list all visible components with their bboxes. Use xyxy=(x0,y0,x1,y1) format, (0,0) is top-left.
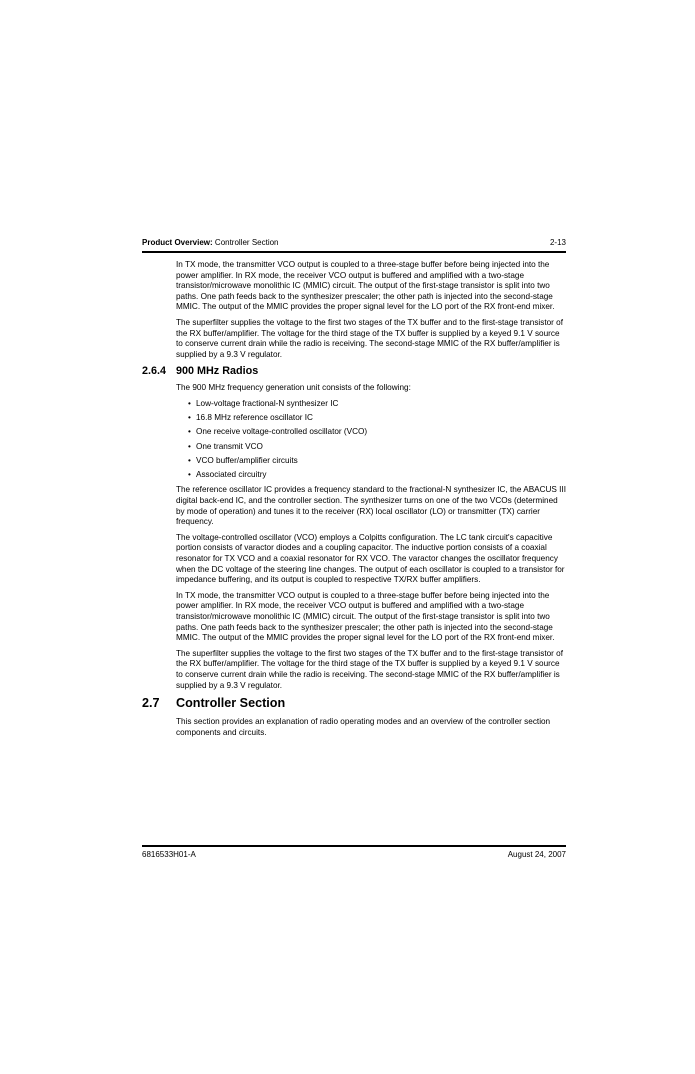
section-title: Controller Section xyxy=(176,696,286,711)
section-title: 900 MHz Radios xyxy=(176,365,259,378)
bullet-list xyxy=(176,399,568,481)
header-section: Controller Section xyxy=(212,238,279,247)
paragraph: This section provides an explanation of radio operating modes and an overview of the controller section components and circuits. xyxy=(176,717,551,737)
bullet-icon: • xyxy=(188,455,191,465)
list-item: • One receive voltage-controlled oscillator (VCO) xyxy=(188,427,368,437)
header-section-title xyxy=(142,238,279,248)
footer-rule xyxy=(142,845,566,847)
page-header xyxy=(142,237,566,251)
page-body xyxy=(142,260,568,743)
header-chapter: Product Overview: xyxy=(142,238,213,247)
paragraph: The voltage-controlled oscillator (VCO) employs a Colpitts configuration. The LC tank circuit's capacitive portion consists of varactor diodes and a coupling capacitor. The inductive portion consists of a coaxial resonator for TX VCO and a coaxial resonator for RX VCO. The varactor changes the oscillator frequency when the DC voltage of the steering line changes. The output of each oscillator is coupled to a transistor for impedance buffering, and its output is coupled to respective TX/RX buffer amplifiers. xyxy=(176,532,565,585)
footer-date: August 24, 2007 xyxy=(507,850,566,859)
list-item: • Low-voltage fractional-N synthesizer IC xyxy=(188,398,339,408)
bullet-icon: • xyxy=(188,469,191,479)
list-item: • Associated circuitry xyxy=(188,469,267,479)
list-item: • One transmit VCO xyxy=(188,441,263,451)
footer-doc-number: 6816533H01-A xyxy=(142,850,196,859)
section-heading-2-6-4 xyxy=(142,365,568,378)
section-number: 2.7 xyxy=(142,696,160,711)
bullet-icon: • xyxy=(188,441,191,451)
header-page-number: 2-13 xyxy=(549,238,566,247)
bullet-icon: • xyxy=(188,413,191,423)
section-heading-2-7 xyxy=(142,696,568,711)
bullet-icon: • xyxy=(188,427,191,437)
paragraph: The superfilter supplies the voltage to the first two stages of the TX buffer and to the first-stage transistor of the RX buffer/amplifier. The voltage for the third stage of the TX buffer is supplied by a keyed 9.1 V source to conserve current drain while the radio is receiving. The second-stage MMIC of the RX buffer/amplifier is supplied by a 9.3 V regulator. xyxy=(176,648,563,690)
bullet-icon: • xyxy=(188,398,191,408)
paragraph: The reference oscillator IC provides a frequency standard to the fractional-N synthesizer IC, the ABACUS III digital back-end IC, and the controller section. The synthesizer turns on one of the two VCOs (determined by mode of operation) and tunes it to the receiver (RX) local oscillator (LO) or transmitter (TX) carrier frequency. xyxy=(176,485,566,527)
paragraph: The superfilter supplies the voltage to the first two stages of the TX buffer and to the first-stage transistor of the RX buffer/amplifier. The voltage for the third stage of the TX buffer is supplied by a keyed 9.1 V source to conserve current drain while the radio is receiving. The second-stage MMIC of the RX buffer/amplifier is supplied by a 9.3 V regulator. xyxy=(176,317,563,359)
page-footer xyxy=(142,850,566,862)
list-item: • 16.8 MHz reference oscillator IC xyxy=(188,413,313,423)
section-number: 2.6.4 xyxy=(142,365,167,378)
paragraph: In TX mode, the transmitter VCO output is coupled to a three-stage buffer before being injected into the power amplifier. In RX mode, the receiver VCO output is buffered and amplified with a two-stage transistor/microwave monolithic IC (MMIC) circuit. The output of the first-stage transistor is split into two paths. One path feeds back to the synthesizer prescaler; the other path is injected into the second-stage MMIC. The output of the MMIC provides the proper signal level for the LO port of the RX front-end mixer. xyxy=(176,590,555,643)
paragraph: The 900 MHz frequency generation unit consists of the following: xyxy=(176,383,411,393)
list-item: • VCO buffer/amplifier circuits xyxy=(188,455,298,465)
header-rule xyxy=(142,251,566,253)
paragraph: In TX mode, the transmitter VCO output is coupled to a three-stage buffer before being injected into the power amplifier. In RX mode, the receiver VCO output is buffered and amplified with a two-stage transistor/microwave monolithic IC (MMIC) circuit. The output of the first-stage transistor is split into two paths. One path feeds back to the synthesizer prescaler; the other path is injected into the second-stage MMIC. The output of the MMIC provides the proper signal level for the LO port of the RX front-end mixer. xyxy=(176,260,555,312)
